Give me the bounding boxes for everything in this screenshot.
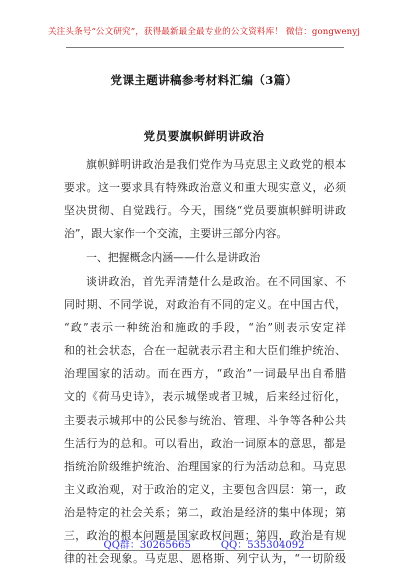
body-line: 生活行为的总和。可以看出，政治一词原本的意思，都是 xyxy=(64,437,346,450)
body-line: 一、把握概念内涵——什么是讲政治 xyxy=(86,251,261,264)
header-divider xyxy=(66,47,344,48)
body-line: 治是特定的社会关系；第二，政治是经济的集中体现；第 xyxy=(64,506,346,519)
footer-qq-number: QQ：535304092 xyxy=(220,540,305,551)
body-line: 谈讲政治，首先弄清楚什么是政治。在不同国家、不 xyxy=(86,275,346,288)
body-line: “政”表示一种统治和施政的手段，“治”则表示安定祥 xyxy=(64,321,346,334)
body-line: 主要表示城邦中的公民参与统治、管理、斗争等各种公共 xyxy=(64,414,346,427)
body-line: 和的社会状态，合在一起就表示君主和大臣们维护统治、 xyxy=(64,344,346,357)
footer-contact xyxy=(0,536,408,551)
header-banner: 关注头条号“公文研究”，获得最新最全最专业的公文资料库！ 微信：gongwenyj xyxy=(47,27,361,37)
body-line: 要求。这一要求具有特殊政治意义和重大现实意义，必须 xyxy=(64,181,346,194)
body-line: 律的社会现象。马克思、恩格斯、列宁认为，“一切阶级 xyxy=(64,552,346,565)
footer-qq-group: QQ群：30265665 xyxy=(103,540,191,551)
body-line: 同时期、不同学说，对政治有不同的定义。在中国古代， xyxy=(64,298,346,311)
body-line: 坚决贯彻、自觉践行。今天，围绕“党员要旗帜鲜明讲政 xyxy=(64,204,346,217)
body-line: 治理国家的活动。而在西方，“政治”一词最早出自希腊 xyxy=(64,367,346,380)
document-title: 党课主题讲稿参考材料汇编（3篇） xyxy=(110,73,298,87)
body-line: 指统治阶级维护统治、治理国家的行为活动总和。马克思 xyxy=(64,460,346,473)
section-heading: 党员要旗帜鲜明讲政治 xyxy=(143,129,265,143)
body-line: 主义政治观，对于政治的定义，主要包含四层：第一，政 xyxy=(64,483,346,496)
body-line: 文的《荷马史诗》，表示城堡或者卫城，后来经过衍化， xyxy=(64,390,346,403)
body-line: 旗帜鲜明讲政治是我们党作为马克思主义政党的根本 xyxy=(86,158,346,171)
footer-divider xyxy=(66,550,344,551)
body-line: 三，政治的根本问题是国家政权问题；第四，政治是有规 xyxy=(64,529,346,542)
body-line: 治”，跟大家作一个交流，主要讲三部分内容。 xyxy=(64,227,288,240)
